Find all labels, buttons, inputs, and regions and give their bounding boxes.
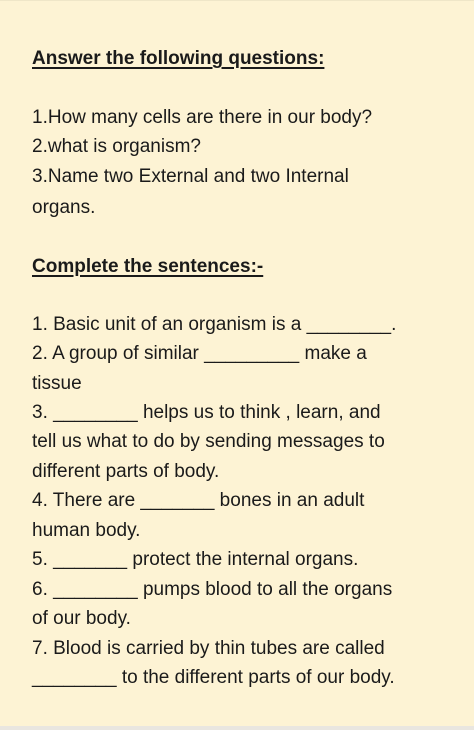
sentence-line: 7. Blood is carried by thin tubes are called — [32, 638, 385, 659]
sentence-line: 6. ________ pumps blood to all the organs — [32, 579, 393, 600]
sentence-line: 3. ________ helps us to think , learn, and — [32, 402, 381, 423]
question-line: 3.Name two External and two Internal — [32, 166, 349, 187]
questions-heading: Answer the following questions: — [32, 48, 325, 69]
question-line: organs. — [32, 197, 96, 218]
sentences-heading: Complete the sentences:- — [32, 256, 264, 277]
question-line: 2.what is organism? — [32, 136, 201, 157]
question-line: 1.How many cells are there in our body? — [32, 107, 373, 128]
sentence-line: 1. Basic unit of an organism is a ________. — [32, 314, 397, 335]
sentence-line: of our body. — [32, 608, 131, 629]
sentence-line: tissue — [32, 373, 82, 394]
sentence-line: tell us what to do by sending messages to — [32, 431, 385, 452]
sentence-line: 4. There are _______ bones in an adult — [32, 490, 365, 511]
sentence-line: different parts of body. — [32, 461, 220, 482]
sentence-line: ________ to the different parts of our body. — [32, 667, 395, 688]
sentence-line: 2. A group of similar _________ make a — [32, 343, 367, 364]
sentence-line: human body. — [32, 520, 141, 541]
sentence-line: 5. _______ protect the internal organs. — [32, 549, 359, 570]
